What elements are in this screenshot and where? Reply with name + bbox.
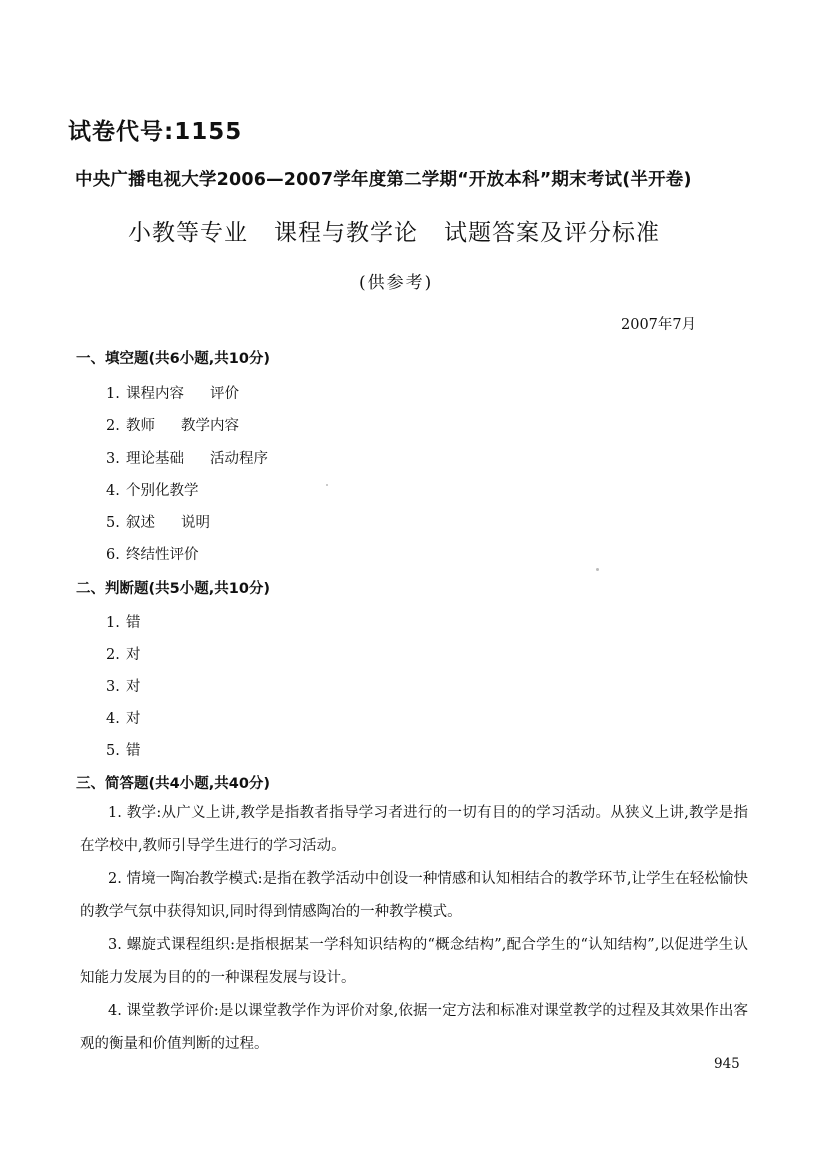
- answer-paragraph: 2. 情境一陶冶教学模式:是指在教学活动中创设一种情感和认知相结合的教学环节,让学生在轻松愉快的教学气氛中获得知识,同时得到情感陶冶的一种教学模式。: [80, 871, 748, 920]
- list-item: [106, 543, 199, 564]
- list-item: [106, 675, 141, 696]
- item-number: 1.: [106, 386, 120, 402]
- page-number: 945: [714, 1056, 740, 1072]
- list-item: [106, 382, 239, 403]
- answer-text: 对: [126, 647, 141, 663]
- answer-text: 教学内容: [181, 418, 239, 434]
- answer-text: 终结性评价: [126, 547, 199, 563]
- item-number: 6.: [106, 547, 120, 563]
- answer-text: 错: [126, 743, 141, 759]
- answer-text: 对: [126, 711, 141, 727]
- list-item: [106, 511, 210, 532]
- item-number: 3.: [106, 451, 120, 467]
- list-item: [106, 707, 141, 728]
- list-item: [106, 739, 141, 760]
- paper-code: 试卷代号:1155: [68, 119, 243, 145]
- section-heading-fill-blank: 一、填空题(共6小题,共10分): [76, 351, 271, 367]
- item-number: 3.: [106, 679, 120, 695]
- answer-text: 个别化教学: [126, 483, 199, 499]
- answer-text: 对: [126, 679, 141, 695]
- list-item: [106, 414, 239, 435]
- answer-text: 评价: [210, 386, 239, 402]
- answer-text: 活动程序: [210, 451, 268, 467]
- section-heading-short-answer: 三、简答题(共4小题,共40分): [76, 776, 271, 792]
- scan-speck: [596, 568, 599, 571]
- title-major: 小教等专业: [128, 220, 248, 246]
- list-item: [106, 447, 268, 468]
- item-number: 2.: [106, 647, 120, 663]
- answer-text: 课程内容: [126, 386, 184, 402]
- section-heading-true-false: 二、判断题(共5小题,共10分): [76, 581, 271, 597]
- item-number: 4.: [106, 711, 120, 727]
- answer-text: 理论基础: [126, 451, 184, 467]
- answer-paragraph: 4. 课堂教学评价:是以课堂教学作为评价对象,依据一定方法和标准对课堂教学的过程及其效果作出客观的衡量和价值判断的过程。: [80, 1003, 748, 1052]
- scan-speck: [326, 484, 328, 486]
- title-course: 课程与教学论: [274, 220, 418, 246]
- list-item: [106, 611, 141, 632]
- list-item: [106, 479, 199, 500]
- item-number: 5.: [106, 743, 120, 759]
- answer-paragraph: 3. 螺旋式课程组织:是指根据某一学科知识结构的“概念结构”,配合学生的“认知结构”,以促进学生认知能力发展为目的的一种课程发展与设计。: [80, 937, 748, 986]
- item-number: 1.: [106, 615, 120, 631]
- answer-text: 错: [126, 615, 141, 631]
- exam-header: 中央广播电视大学2006—2007学年度第二学期“开放本科”期末考试(半开卷): [75, 170, 692, 190]
- item-number: 5.: [106, 515, 120, 531]
- list-item: [106, 643, 141, 664]
- item-number: 4.: [106, 483, 120, 499]
- answer-paragraph: 1. 教学:从广义上讲,教学是指教者指导学习者进行的一切有目的的学习活动。从狭义上讲,教学是指在学校中,教师引导学生进行的学习活动。: [80, 805, 748, 854]
- document-date: 2007年7月: [621, 317, 697, 333]
- answer-text: 叙述: [126, 515, 155, 531]
- answer-text: 说明: [181, 515, 210, 531]
- title-subject: 试题答案及评分标准: [444, 220, 660, 246]
- reference-note: (供参考): [359, 273, 434, 293]
- document-title: [128, 214, 660, 247]
- answer-text: 教师: [126, 418, 155, 434]
- item-number: 2.: [106, 418, 120, 434]
